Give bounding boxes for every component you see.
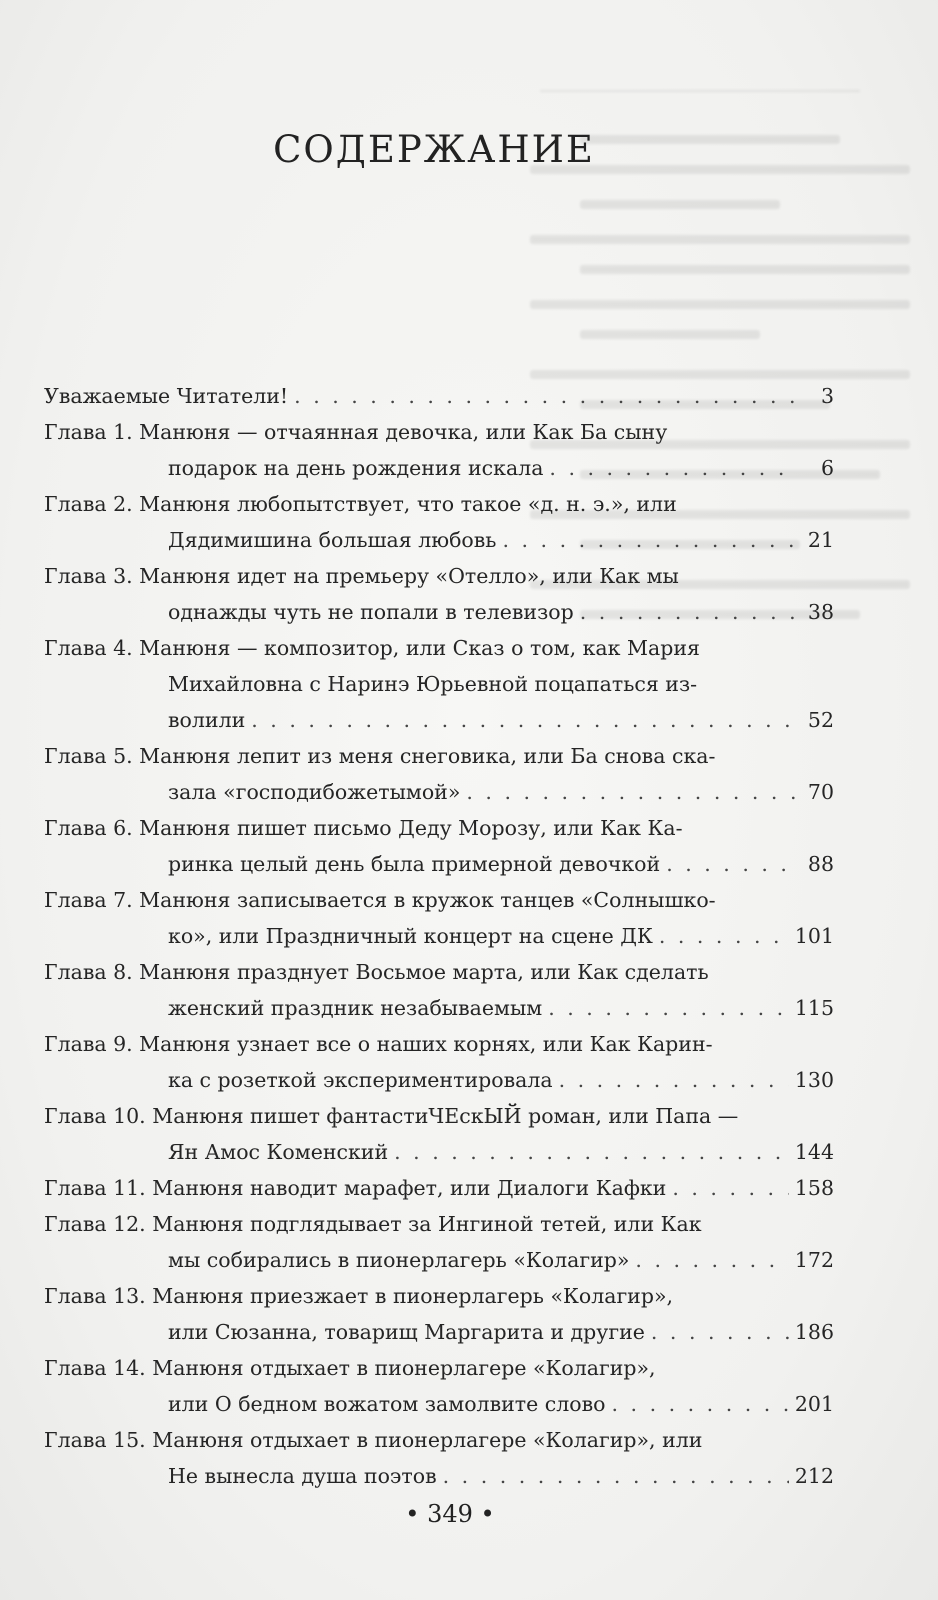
dot-leader: [580, 594, 798, 630]
toc-page-number: 88: [807, 852, 834, 876]
toc-entry-text-line: или О бедном вожатом замолвите слово: [168, 1392, 606, 1416]
toc-entry-text-line: Глава 8. Манюня празднует Восьмое марта, или Как сделать: [44, 960, 709, 984]
toc-page-number: 3: [820, 384, 834, 408]
toc-entry-last-line: [44, 1170, 834, 1206]
toc-page-number: 130: [794, 1068, 834, 1092]
dot-leader: [651, 1314, 789, 1350]
toc-entry-text-line: Глава 14. Манюня отдыхает в пионерлагере «Колагир»,: [44, 1356, 656, 1380]
toc-entry: [44, 414, 834, 486]
dot-leader: [559, 1062, 789, 1098]
toc-page-number: 201: [794, 1392, 834, 1416]
toc-page-number: 70: [807, 780, 834, 804]
toc-entry-text-line: Глава 2. Манюня любопытствует, что такое «д. н. э.», или: [44, 492, 677, 516]
toc-entry-last-line: [44, 918, 834, 954]
toc-entry-last-line: [44, 846, 834, 882]
toc-entry-text-line: Уважаемые Читатели!: [44, 384, 289, 408]
toc-entry: [44, 810, 834, 882]
toc-entry: [44, 1350, 834, 1422]
toc-entry-text-line: Глава 1. Манюня — отчаянная девочка, или Как Ба сыну: [44, 420, 668, 444]
dot-leader: [466, 774, 798, 810]
toc-entry-text-line: Глава 4. Манюня — композитор, или Сказ о том, как Мария: [44, 636, 700, 660]
toc-entry-text-line: Глава 15. Манюня отдыхает в пионерлагере «Колагир», или: [44, 1428, 703, 1452]
dot-leader: [672, 1170, 789, 1206]
toc-page-number: 158: [794, 1176, 834, 1200]
toc-page-number: 115: [794, 996, 834, 1020]
toc-entry-text-line: мы собирались в пионерлагерь «Колагир»: [168, 1248, 630, 1272]
toc-entry-text-line: Глава 13. Манюня приезжает в пионерлагерь «Колагир»,: [44, 1284, 674, 1308]
toc-page-number: 144: [794, 1140, 834, 1164]
dot-leader: [548, 990, 789, 1026]
toc-entry-text-line: Михайловна с Наринэ Юрьевной поцапаться из-: [168, 672, 698, 696]
toc-entry: [44, 738, 834, 810]
toc-entry-last-line: [44, 1386, 834, 1422]
toc-entry: [44, 954, 834, 1026]
toc-entry-text-line: ко», или Праздничный концерт на сцене ДК: [168, 924, 653, 948]
toc-page-number: 21: [807, 528, 834, 552]
dot-leader: [294, 378, 798, 414]
toc-entry: [44, 1026, 834, 1098]
toc-entry-last-line: [44, 1134, 834, 1170]
toc-entry-text-line: или Сюзанна, товарищ Маргарита и другие: [168, 1320, 645, 1344]
toc-entry: [44, 1278, 834, 1350]
toc-entry-text-line: Глава 5. Манюня лепит из меня снеговика, или Ба снова ска-: [44, 744, 716, 768]
toc-entry: [44, 1206, 834, 1278]
dot-leader: [612, 1386, 789, 1422]
dot-leader: [549, 450, 798, 486]
toc-entry-text-line: ка с розеткой экспериментировала: [168, 1068, 553, 1092]
page-title: СОДЕРЖАНИЕ: [273, 128, 595, 171]
toc-page-number: 186: [794, 1320, 834, 1344]
toc-entry: [44, 1170, 834, 1206]
toc-entry: [44, 486, 834, 558]
toc-page-number: 101: [794, 924, 834, 948]
dot-leader: [394, 1134, 789, 1170]
toc-page-number: 172: [794, 1248, 834, 1272]
toc-entry-last-line: [44, 774, 834, 810]
toc-entry-text-line: Глава 6. Манюня пишет письмо Деду Морозу, или Как Ка-: [44, 816, 683, 840]
toc-entry: [44, 1098, 834, 1170]
toc-entry-last-line: [44, 522, 834, 558]
toc-entry-text-line: женский праздник незабываемым: [168, 996, 543, 1020]
dot-leader: [635, 1242, 788, 1278]
dot-leader: [659, 918, 789, 954]
table-of-contents: [44, 378, 834, 1494]
toc-entry-last-line: [44, 1458, 834, 1494]
toc-entry-text-line: Глава 7. Манюня записывается в кружок танцев «Солнышко-: [44, 888, 716, 912]
toc-entry-last-line: [44, 702, 834, 738]
toc-entry: [44, 630, 834, 738]
dot-leader: [443, 1458, 789, 1494]
toc-entry-text-line: Глава 11. Манюня наводит марафет, или Диалоги Кафки: [44, 1176, 667, 1200]
toc-entry-last-line: [44, 1242, 834, 1278]
dot-leader: [251, 702, 798, 738]
dot-leader: [502, 522, 798, 558]
toc-entry-text-line: Не вынесла душа поэтов: [168, 1464, 437, 1488]
toc-entry-text-line: Дядимишина большая любовь: [168, 528, 497, 552]
dot-leader: [666, 846, 798, 882]
toc-page-number: 52: [807, 708, 834, 732]
toc-entry-text-line: подарок на день рождения искала: [168, 456, 544, 480]
toc-entry-text-line: Глава 12. Манюня подглядывает за Ингиной тетей, или Как: [44, 1212, 702, 1236]
toc-page-number: 38: [807, 600, 834, 624]
toc-entry-last-line: [44, 990, 834, 1026]
toc-entry-last-line: [44, 378, 834, 414]
toc-entry-text-line: Глава 3. Манюня идет на премьеру «Отелло», или Как мы: [44, 564, 679, 588]
toc-entry-text-line: ринка целый день была примерной девочкой: [168, 852, 661, 876]
toc-entry-text-line: Глава 9. Манюня узнает все о наших корнях, или Как Карин-: [44, 1032, 713, 1056]
toc-entry-last-line: [44, 1062, 834, 1098]
toc-page-number: 212: [794, 1464, 834, 1488]
toc-entry: [44, 1422, 834, 1494]
toc-entry-last-line: [44, 450, 834, 486]
toc-entry-text-line: волили: [168, 708, 246, 732]
toc-entry-text-line: Глава 10. Манюня пишет фантастиЧЕскЫЙ роман, или Папа —: [44, 1104, 739, 1128]
toc-entry: [44, 378, 834, 414]
toc-entry: [44, 558, 834, 630]
toc-entry-last-line: [44, 1314, 834, 1350]
toc-entry-text-line: зала «господибожетымой»: [168, 780, 461, 804]
page-number: • 349 •: [405, 1500, 495, 1528]
toc-entry-text-line: однажды чуть не попали в телевизор: [168, 600, 574, 624]
toc-page-number: 6: [820, 456, 834, 480]
toc-entry-last-line: [44, 594, 834, 630]
toc-entry: [44, 882, 834, 954]
toc-entry-text-line: Ян Амос Коменский: [168, 1140, 389, 1164]
